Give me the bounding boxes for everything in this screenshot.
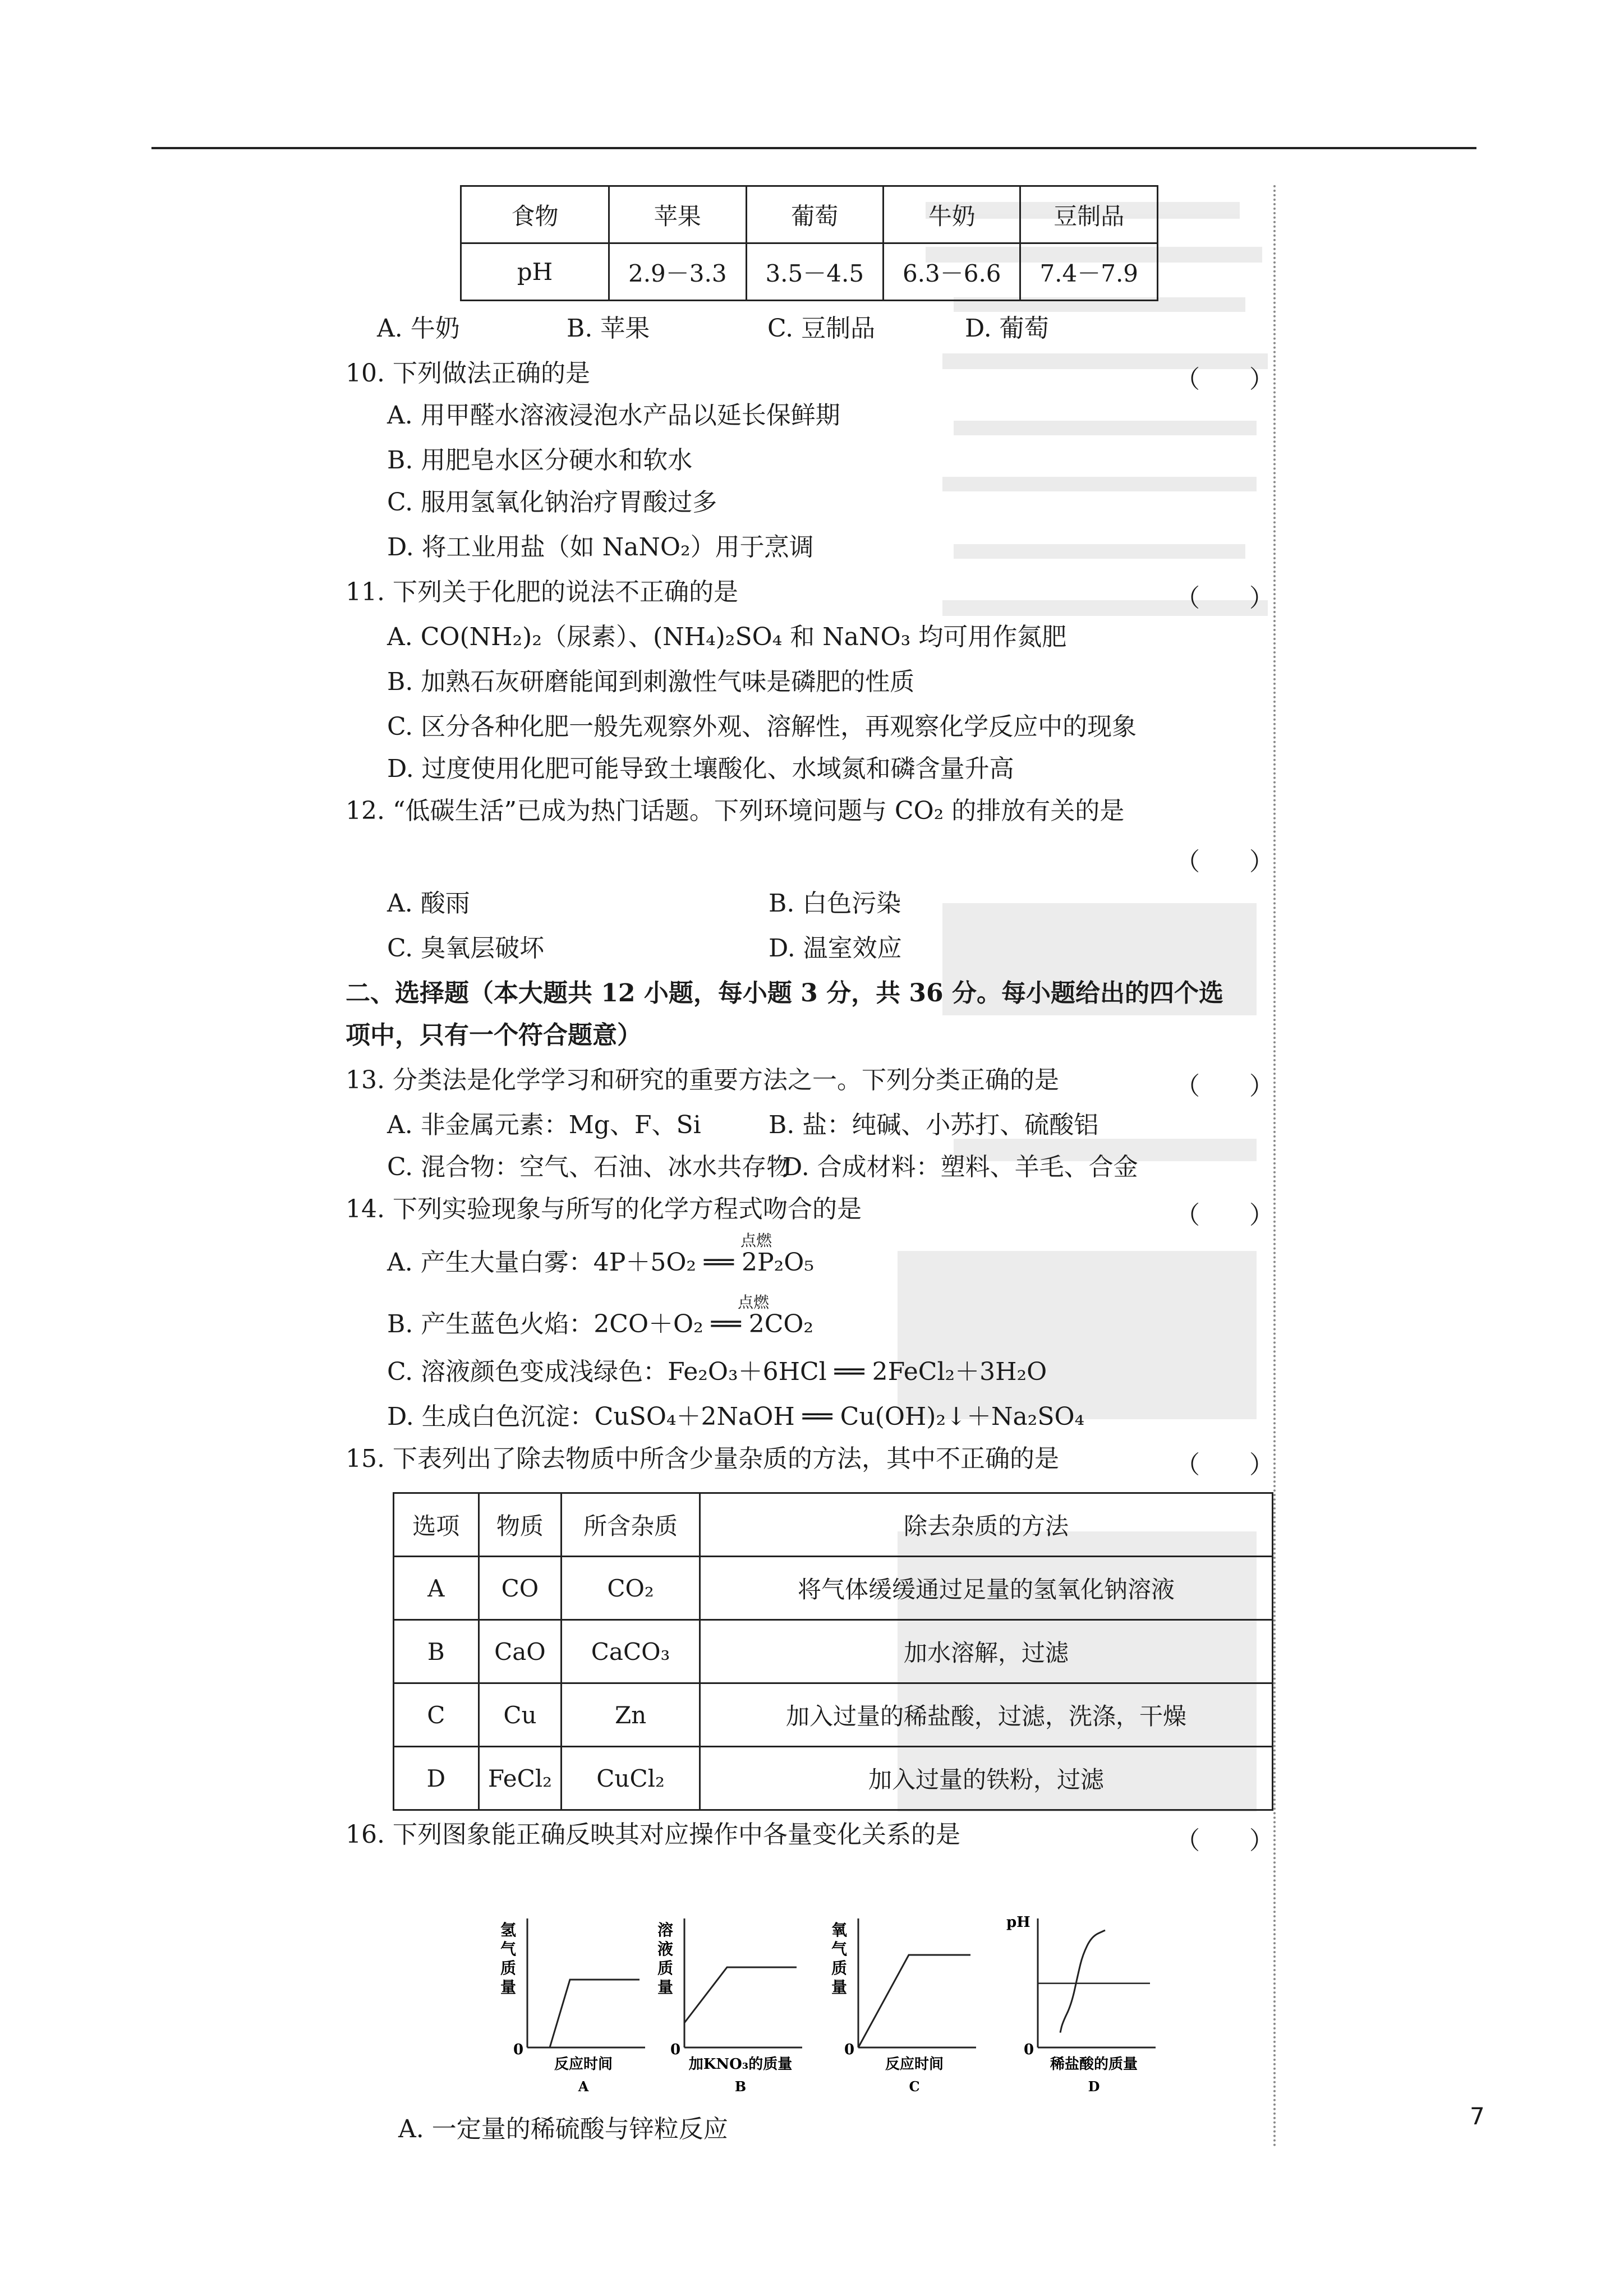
chart-title: B <box>734 2078 747 2095</box>
reaction-condition-label: 点燃 <box>738 1293 770 1312</box>
q11-option-a: A. CO(NH₂)₂（尿素）、(NH₄)₂SO₄ 和 NaNO₃ 均可用作氮肥 <box>387 623 1067 651</box>
x-axis-label: 反应时间 <box>885 2056 944 2073</box>
impurity-table <box>393 1492 1273 1811</box>
table-cell: D <box>394 1747 479 1810</box>
table-cell: CaCO₃ <box>562 1620 700 1683</box>
chart-a-svg <box>488 1885 656 2095</box>
q15-stem: 15. 下表列出了除去物质中所含少量杂质的方法，其中不正确的是 <box>346 1444 1059 1473</box>
page-number: 7 <box>1470 2102 1485 2130</box>
q15-answer-blank: （ ） <box>1175 1451 1274 1479</box>
table-cell: Cu <box>479 1683 562 1747</box>
series-line <box>684 1967 797 2023</box>
q14-option-b: B. 产生蓝色火焰：2CO＋O₂ ══ 2CO₂ <box>387 1310 814 1338</box>
chart-d-svg <box>999 1885 1167 2095</box>
y-axis-label: 质 <box>831 1959 848 1977</box>
table-cell: 7.4－7.9 <box>1020 243 1158 301</box>
origin-label: 0 <box>513 2041 524 2058</box>
y-axis-label: 量 <box>831 1978 848 1996</box>
series-line <box>1060 1930 1105 2033</box>
table-header-cell: 苹果 <box>609 186 746 243</box>
q16-option-a: A. 一定量的稀硫酸与锌粒反应 <box>398 2115 728 2143</box>
chart-c <box>819 1885 987 2095</box>
q16-stem: 16. 下列图象能正确反映其对应操作中各量变化关系的是 <box>346 1820 960 1849</box>
y-axis-label: 量 <box>500 1978 517 1996</box>
q11-option-b: B. 加熟石灰研磨能闻到刺激性气味是磷肥的性质 <box>387 668 915 696</box>
q12-stem: 12. “低碳生活”已成为热门话题。下列环境问题与 CO₂ 的排放有关的是 <box>346 797 1125 825</box>
table-header-cell: 食物 <box>461 186 609 243</box>
y-axis-label: 气 <box>831 1940 848 1958</box>
q13-stem: 13. 分类法是化学学习和研究的重要方法之一。下列分类正确的是 <box>346 1066 1059 1094</box>
table-header-cell: 所含杂质 <box>562 1493 700 1557</box>
table-cell: 3.5－4.5 <box>746 243 883 301</box>
chart-title: C <box>909 2078 920 2095</box>
q12-option-c: C. 臭氧层破坏 <box>387 934 545 963</box>
y-axis-label: 溶 <box>657 1921 674 1939</box>
q10-option-b: B. 用肥皂水区分硬水和软水 <box>387 446 693 475</box>
ph-table <box>460 185 1158 301</box>
q13-option-d: D. 合成材料：塑料、羊毛、合金 <box>783 1153 1138 1181</box>
q11-stem: 11. 下列关于化肥的说法不正确的是 <box>346 578 738 606</box>
section-heading: 二、选择题（本大题共 12 小题，每小题 3 分，共 36 分。每小题给出的四个选 <box>346 979 1223 1007</box>
q10-option-a: A. 用甲醛水溶液浸泡水产品以延长保鲜期 <box>387 401 840 430</box>
origin-label: 0 <box>844 2041 855 2058</box>
q11-option-c: C. 区分各种化肥一般先观察外观、溶解性，再观察化学反应中的现象 <box>387 712 1137 741</box>
q12-option-b: B. 白色污染 <box>769 889 901 918</box>
table-cell: 6.3－6.6 <box>884 243 1020 301</box>
chart-b <box>645 1885 813 2095</box>
x-axis-label: 反应时间 <box>554 2056 613 2073</box>
origin-label: 0 <box>670 2041 681 2058</box>
q14-answer-blank: （ ） <box>1175 1201 1274 1230</box>
table-header-cell: 选项 <box>394 1493 479 1557</box>
table-cell: Zn <box>562 1683 700 1747</box>
header-rule <box>151 147 1476 149</box>
q13-answer-blank: （ ） <box>1175 1072 1274 1101</box>
table-cell: CO₂ <box>562 1557 700 1620</box>
table-cell: B <box>394 1620 479 1683</box>
y-axis-label: 氢 <box>500 1921 517 1939</box>
q11-option-d: D. 过度使用化肥可能导致土壤酸化、水域氮和磷含量升高 <box>387 754 1014 783</box>
table-header-cell: 除去杂质的方法 <box>700 1493 1272 1557</box>
table-cell: 加入过量的铁粉，过滤 <box>700 1747 1272 1810</box>
table-cell: CuCl₂ <box>562 1747 700 1810</box>
table-cell: 加入过量的稀盐酸，过滤，洗涤，干燥 <box>700 1683 1272 1747</box>
x-axis-label: 稀盐酸的质量 <box>1050 2056 1138 2073</box>
y-axis-label: 质 <box>500 1959 517 1977</box>
table-header-cell: 豆制品 <box>1020 186 1158 243</box>
y-axis-label: 氧 <box>831 1921 848 1939</box>
chart-b-svg <box>645 1885 813 2095</box>
q13-option-b: B. 盐：纯碱、小苏打、硫酸铝 <box>769 1111 1099 1139</box>
q14-option-a: A. 产生大量白雾：4P＋5O₂ ══ 2P₂O₅ <box>387 1248 814 1277</box>
series-line <box>858 1955 970 2047</box>
table-cell: 加水溶解，过滤 <box>700 1620 1272 1683</box>
table-header-cell: 牛奶 <box>884 186 1020 243</box>
table-cell: CaO <box>479 1620 562 1683</box>
reaction-condition-label: 点燃 <box>740 1231 772 1250</box>
chart-title: D <box>1088 2078 1100 2095</box>
table-cell: FeCl₂ <box>479 1747 562 1810</box>
q12-answer-blank: （ ） <box>1175 848 1274 876</box>
table-header-cell: 物质 <box>479 1493 562 1557</box>
q14-option-d: D. 生成白色沉淀：CuSO₄＋2NaOH ══ Cu(OH)₂↓＋Na₂SO₄ <box>387 1402 1085 1431</box>
q16-answer-blank: （ ） <box>1175 1826 1274 1855</box>
q13-option-c: C. 混合物：空气、石油、冰水共存物 <box>387 1153 792 1181</box>
q9-option-c: C. 豆制品 <box>767 314 876 343</box>
q12-option-a: A. 酸雨 <box>387 889 470 918</box>
table-cell: A <box>394 1557 479 1620</box>
q9-option-d: D. 葡萄 <box>965 314 1049 343</box>
q9-option-a: A. 牛奶 <box>377 314 460 343</box>
table-cell: C <box>394 1683 479 1747</box>
y-axis-label: 液 <box>657 1940 674 1958</box>
q10-stem: 10. 下列做法正确的是 <box>346 359 590 388</box>
q14-option-c: C. 溶液颜色变成浅绿色：Fe₂O₃＋6HCl ══ 2FeCl₂＋3H₂O <box>387 1358 1047 1386</box>
chart-a <box>488 1885 656 2095</box>
q12-option-d: D. 温室效应 <box>769 934 902 963</box>
y-axis-label: 气 <box>500 1940 517 1958</box>
chart-c-svg <box>819 1885 987 2095</box>
q10-option-d: D. 将工业用盐（如 NaNO₂）用于烹调 <box>387 533 814 562</box>
table-cell: 2.9－3.3 <box>609 243 746 301</box>
origin-label: 0 <box>1024 2041 1034 2058</box>
chart-d <box>999 1885 1167 2095</box>
q11-answer-blank: （ ） <box>1175 584 1274 613</box>
chart-title: A <box>578 2078 589 2095</box>
section-heading-cont: 项中，只有一个符合题意） <box>346 1021 642 1050</box>
table-header-cell: 葡萄 <box>746 186 883 243</box>
table-cell: CO <box>479 1557 562 1620</box>
table-cell: 将气体缓缓通过足量的氢氧化钠溶液 <box>700 1557 1272 1620</box>
q14-stem: 14. 下列实验现象与所写的化学方程式吻合的是 <box>346 1195 862 1223</box>
y-axis-label: 量 <box>657 1978 674 1996</box>
y-axis-label: 质 <box>657 1959 674 1977</box>
q13-option-a: A. 非金属元素：Mg、F、Si <box>387 1111 701 1139</box>
table-cell: pH <box>461 243 609 301</box>
x-axis-label: 加KNO₃的质量 <box>688 2056 793 2073</box>
y-axis-label: pH <box>1006 1914 1030 1931</box>
q10-answer-blank: （ ） <box>1175 365 1274 394</box>
q10-option-c: C. 服用氢氧化钠治疗胃酸过多 <box>387 488 717 517</box>
series-line <box>527 1980 640 2047</box>
q9-option-b: B. 苹果 <box>567 314 650 343</box>
